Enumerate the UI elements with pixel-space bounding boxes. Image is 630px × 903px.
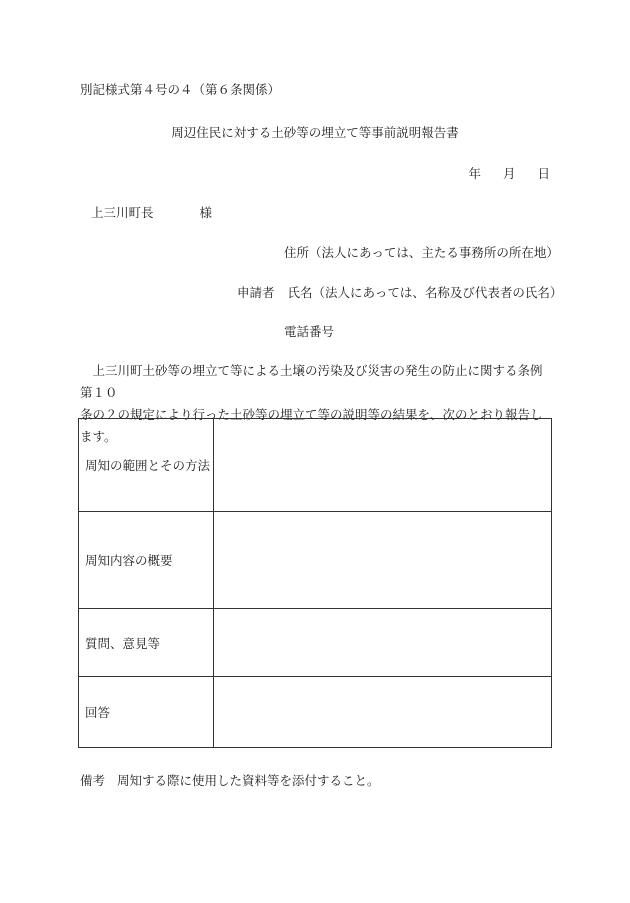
document-title: 周辺住民に対する土砂等の埋立て等事前説明報告書 [171, 125, 459, 140]
applicant-line [237, 283, 562, 301]
row-value-answers[interactable] [214, 677, 552, 748]
row-label-questions: 質問、意見等 [79, 609, 214, 677]
row-label-summary: 周知内容の概要 [79, 512, 214, 609]
applicant-address-label: 住所（法人にあっては、主たる事務所の所在地） [284, 245, 559, 260]
remark-key: 備考 [80, 773, 106, 788]
table-row [79, 419, 552, 512]
table-row [79, 512, 552, 609]
table-row [79, 677, 552, 748]
date-line [446, 164, 550, 182]
date-year: 年 [468, 166, 481, 181]
row-value-summary[interactable] [214, 512, 552, 609]
applicant-role: 申請者 [237, 285, 275, 300]
date-month: 月 [502, 166, 516, 181]
remark-text: 周知する際に使用した資料等を添付すること。 [117, 773, 380, 788]
body-line-1: 上三川町土砂等の埋立て等による土壌の汚染及び災害の発生の防止に関する条例第１０ [80, 363, 543, 400]
row-label-scope: 周知の範囲とその方法 [79, 419, 214, 512]
remark [80, 771, 380, 789]
form-label: 別記様式第４号の４（第６条関係） [80, 82, 281, 97]
body-line-2: 条の２の規定により行った土砂等の埋立て等の説明等の結果を、次のとおり報告します。 [80, 407, 543, 444]
recipient [91, 203, 212, 221]
row-label-answers: 回答 [79, 677, 214, 748]
applicant-phone-label: 電話番号 [284, 324, 335, 339]
recipient-honorific: 様 [199, 205, 213, 220]
report-table [78, 418, 552, 748]
row-value-questions[interactable] [214, 609, 552, 677]
date-day: 日 [537, 166, 550, 181]
recipient-name: 上三川町長 [91, 205, 154, 220]
applicant-name-label: 氏名（法人にあっては、名称及び代表者の氏名） [287, 285, 563, 300]
row-value-scope[interactable] [214, 419, 552, 512]
table-row [79, 609, 552, 677]
